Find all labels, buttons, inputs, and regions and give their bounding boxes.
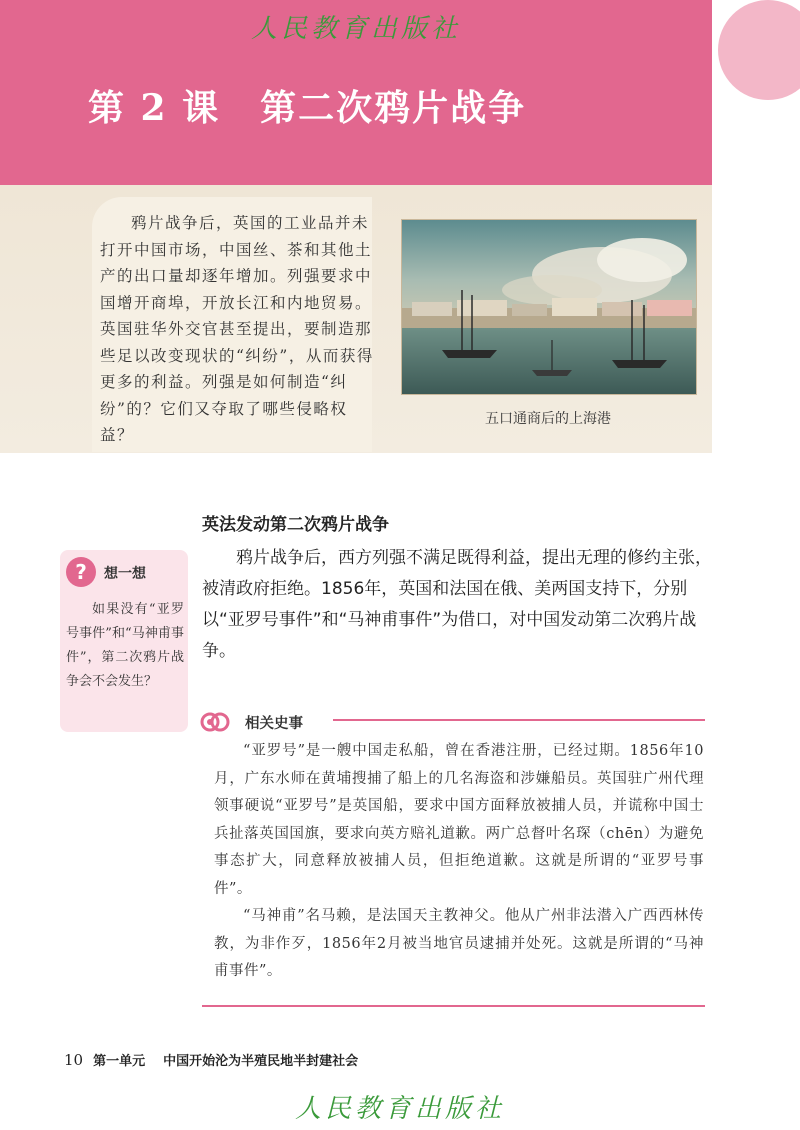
main-paragraph xyxy=(202,543,712,667)
related-title: 相关史事 xyxy=(245,716,303,732)
corner-decoration xyxy=(718,0,800,100)
related-divider-top xyxy=(333,719,705,721)
related-body xyxy=(214,738,704,986)
question-mark-icon: ? xyxy=(66,557,96,587)
section-heading: 英法发动第二次鸦片战争 xyxy=(202,515,389,535)
lesson-title-text: 第二次鸦片战争 xyxy=(260,87,527,129)
photo-caption: 五口通商后的上海港 xyxy=(485,411,611,427)
lesson-title xyxy=(88,80,526,131)
think-question: 如果没有“亚罗号事件”和“马神甫事件”，第二次鸦片战争会不会发生？ xyxy=(66,602,184,689)
think-text xyxy=(66,598,184,694)
lesson-number: 第 2 课 xyxy=(88,87,221,129)
page-footer xyxy=(64,1050,358,1069)
unit-label: 第一单元 xyxy=(93,1054,146,1069)
related-history-icon xyxy=(200,708,230,736)
section-paragraph: 鸦片战争后，西方列强不满足既得利益，提出无理的修约主张，被清政府拒绝。1856年，英国和法国在俄、美两国支持下，分别以“亚罗号事件”和“马神甫事件”为借口，对中国发动第二次鸦片战争。 xyxy=(202,548,712,661)
related-paragraph-2: “马神甫”名马赖，是法国天主教神父。他从广州非法潜入广西西林传教，为非作歹，1856年2月被当地官员逮捕并处死。这就是所谓的“马神甫事件”。 xyxy=(214,908,704,979)
page-number: 10 xyxy=(64,1051,84,1069)
publisher-logo-bottom: 人民教育出版社 xyxy=(294,1094,505,1124)
unit-title: 中国开始沦为半殖民地半封建社会 xyxy=(163,1054,359,1069)
intro-paragraph: 鸦片战争后，英国的工业品并未打开中国市场，中国丝、茶和其他土产的出口量却逐年增加。列强要求中国增开商埠，开放长江和内地贸易。英国驻华外交官甚至提出，要制造那些足以改变现状的“纠纷”，从而获得更多的利益。列强是如何制造“纠纷”的？它们又夺取了哪些侵略权益？ xyxy=(100,214,374,444)
intro-text xyxy=(100,210,375,449)
shanghai-harbor-photo xyxy=(401,219,697,395)
publisher-logo-top: 人民教育出版社 xyxy=(250,14,461,44)
think-title: 想一想 xyxy=(104,566,146,582)
related-divider-bottom xyxy=(202,1005,705,1007)
related-paragraph-1: “亚罗号”是一艘中国走私船，曾在香港注册，已经过期。1856年10月，广东水师在黄埔搜捕了船上的几名海盗和涉嫌船员。英国驻广州代理领事硬说“亚罗号”是英国船，要求中国方面释放被捕人员，并谎称中国士兵扯落英国国旗，要求向英方赔礼道歉。两广总督叶名琛（chēn）为避免事态扩大，同意释放被捕人员，但拒绝道歉。这就是所谓的“亚罗号事件”。 xyxy=(214,743,704,897)
harbor-painting-image xyxy=(402,220,696,394)
